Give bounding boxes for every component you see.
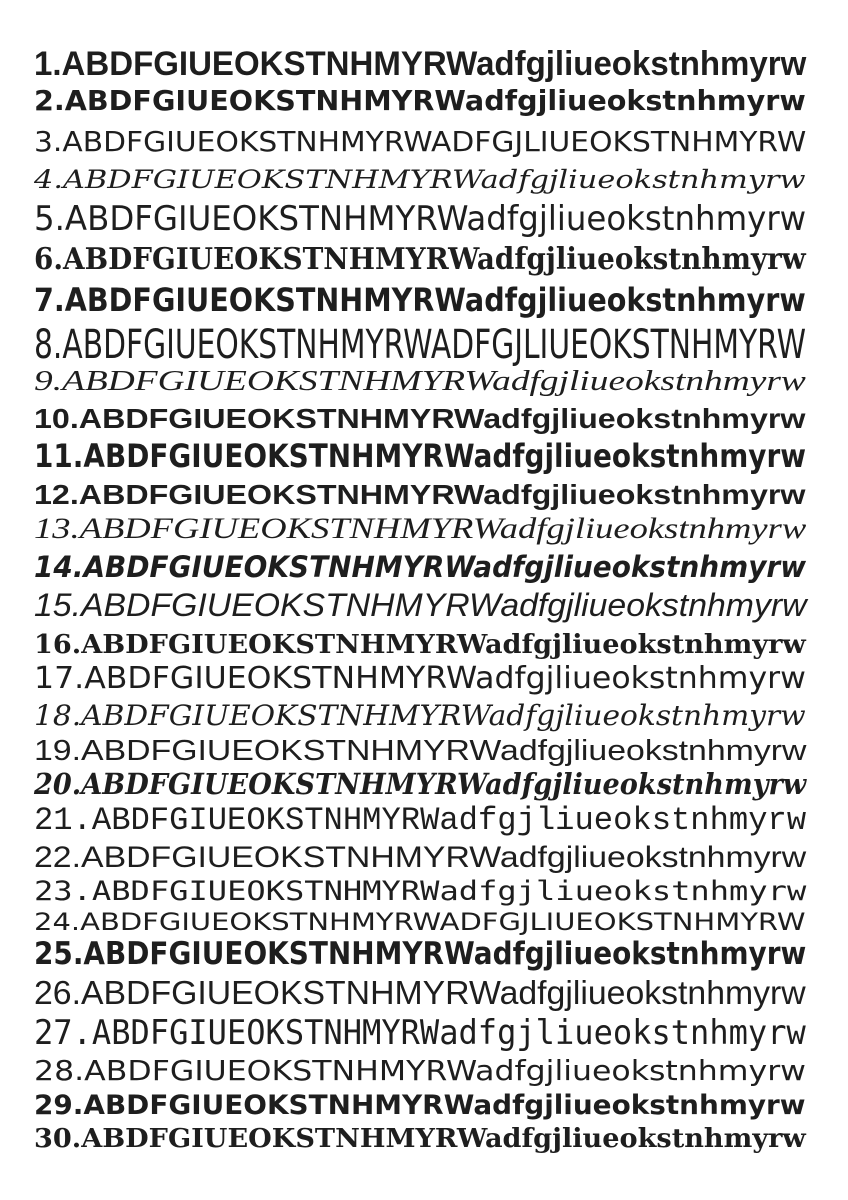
font-sample-line: [34, 199, 807, 239]
sample-text: ABDFGIUEOKSTNHMYRWADFGJLIUEOKSTNHMYRW: [62, 322, 806, 368]
sample-text: ABDFGIUEOKSTNHMYRWADFGJLIUEOKSTNHMYRW: [62, 125, 807, 158]
sample-number: 29.: [34, 1090, 84, 1121]
sample-text: ABDFGIUEOKSTNHMYRWadfgjliueokstnhmyrw: [81, 699, 806, 732]
sample-text: ABDFGIUEOKSTNHMYRWadfgjliueokstnhmyrw: [78, 479, 806, 510]
sample-number: 4.: [34, 165, 64, 194]
sample-number: 18.: [34, 699, 82, 732]
sample-text: ABDFGIUEOKSTNHMYRWadfgjliueokstnhmyrw: [63, 242, 806, 277]
sample-text: ABDFGIUEOKSTNHMYRWadfgjliueokstnhmyrw: [61, 45, 807, 83]
sample-text: ABDFGIUEOKSTNHMYRWadfgjliueokstnhmyrw: [62, 366, 806, 397]
font-sample-line: [34, 481, 806, 509]
font-sample-line: [34, 910, 806, 934]
font-sample-line: [34, 589, 806, 621]
sample-text: ABDFGIUEOKSTNHMYRWadfgjliueokstnhmyrw: [80, 587, 807, 623]
sample-number: 27.: [34, 1013, 92, 1053]
font-sample-line: [34, 802, 807, 839]
sample-text: ABDFGIUEOKSTNHMYRWadfgjliueokstnhmyrw: [80, 974, 806, 1011]
font-sample-line: [34, 125, 807, 158]
font-sample-line: [34, 368, 806, 396]
sample-text: ABDFGIUEOKSTNHMYRWadfgjliueokstnhmyrw: [84, 661, 806, 696]
sample-text: ABDFGIUEOKSTNHMYRWadfgjliueokstnhmyrw: [64, 199, 807, 239]
sample-number: 2.: [34, 84, 65, 117]
sample-text: ABDFGIUEOKSTNHMYRWADFGJLIUEOKSTNHMYRW: [80, 908, 806, 936]
sample-number: 21.: [34, 802, 92, 839]
font-sample-line: [34, 322, 806, 368]
sample-number: 22.: [34, 841, 82, 874]
font-sample-line: [34, 405, 806, 433]
font-sample-line: [34, 550, 806, 584]
sample-number: 24.: [34, 908, 81, 936]
sample-number: 20.: [34, 767, 82, 801]
font-sample-line: [34, 514, 806, 544]
sample-text: ABDFGIUEOKSTNHMYRWadfgjliueokstnhmyrw: [91, 802, 807, 839]
font-sample-line: [34, 699, 806, 732]
font-sample-line: [34, 843, 806, 873]
font-sample-line: [34, 1126, 806, 1152]
sample-text: ABDFGIUEOKSTNHMYRWadfgjliueokstnhmyrw: [79, 512, 807, 545]
sample-text: ABDFGIUEOKSTNHMYRWadfgjliueokstnhmyrw: [81, 841, 807, 874]
sample-number: 5.: [34, 199, 65, 239]
sample-number: 14.: [34, 550, 84, 584]
font-sample-line: [34, 1013, 806, 1053]
font-sample-line: [34, 878, 806, 905]
font-sample-line: [34, 437, 806, 475]
sample-number: 6.: [34, 242, 64, 277]
sample-text: ABDFGIUEOKSTNHMYRWadfgjliueokstnhmyrw: [63, 165, 806, 194]
font-sample-line: [34, 47, 806, 81]
sample-text: ABDFGIUEOKSTNHMYRWadfgjliueokstnhmyrw: [81, 1124, 806, 1154]
font-sample-line: [34, 661, 806, 696]
font-sample-line: [34, 281, 806, 319]
sample-text: ABDFGIUEOKSTNHMYRWadfgjliueokstnhmyrw: [84, 1054, 806, 1087]
font-sample-line: [34, 1092, 806, 1119]
sample-number: 30.: [34, 1124, 82, 1154]
sample-number: 10.: [34, 403, 79, 434]
font-sample-line: [34, 737, 806, 766]
sample-text: ABDFGIUEOKSTNHMYRWadfgjliueokstnhmyrw: [91, 1013, 806, 1053]
font-sample-line: [34, 1054, 806, 1087]
sample-text: ABDFGIUEOKSTNHMYRWadfgjliueokstnhmyrw: [83, 936, 807, 972]
sample-number: 3.: [34, 125, 63, 158]
sample-number: 11.: [34, 437, 84, 475]
font-sample-line: [34, 632, 806, 658]
sample-text: ABDFGIUEOKSTNHMYRWadfgjliueokstnhmyrw: [64, 84, 806, 117]
font-sample-line: [34, 976, 806, 1009]
sample-number: 25.: [34, 936, 84, 972]
sample-text: ABDFGIUEOKSTNHMYRWadfgjliueokstnhmyrw: [83, 550, 806, 584]
sample-text: ABDFGIUEOKSTNHMYRWadfgjliueokstnhmyrw: [83, 437, 806, 475]
sample-number: 13.: [34, 512, 80, 545]
sample-number: 19.: [34, 735, 82, 767]
font-sample-line: [34, 242, 806, 277]
sample-number: 23.: [34, 876, 92, 907]
sample-number: 28.: [34, 1054, 85, 1087]
sample-text: ABDFGIUEOKSTNHMYRWadfgjliueokstnhmyrw: [91, 876, 807, 907]
sample-number: 12.: [34, 479, 79, 510]
sample-text: ABDFGIUEOKSTNHMYRWadfgjliueokstnhmyrw: [81, 735, 807, 767]
sample-number: 17.: [34, 661, 85, 696]
sample-text: ABDFGIUEOKSTNHMYRWadfgjliueokstnhmyrw: [64, 281, 806, 319]
sample-number: 7.: [34, 281, 65, 319]
font-sample-line: [34, 84, 806, 117]
sample-number: 15.: [34, 587, 81, 623]
font-sample-line: [34, 167, 806, 192]
sample-text: ABDFGIUEOKSTNHMYRWadfgjliueokstnhmyrw: [81, 630, 806, 660]
sample-text: ABDFGIUEOKSTNHMYRWadfgjliueokstnhmyrw: [83, 1090, 806, 1121]
font-sample-line: [34, 767, 807, 801]
sample-number: 26.: [34, 974, 81, 1011]
sample-text: ABDFGIUEOKSTNHMYRWadfgjliueokstnhmyrw: [81, 767, 807, 801]
sample-number: 9.: [34, 366, 63, 397]
sample-number: 16.: [34, 630, 82, 660]
sample-number: 1.: [34, 45, 62, 83]
sample-text: ABDFGIUEOKSTNHMYRWadfgjliueokstnhmyrw: [78, 403, 806, 434]
sample-number: 8.: [34, 322, 63, 368]
font-sample-line: [34, 936, 807, 972]
